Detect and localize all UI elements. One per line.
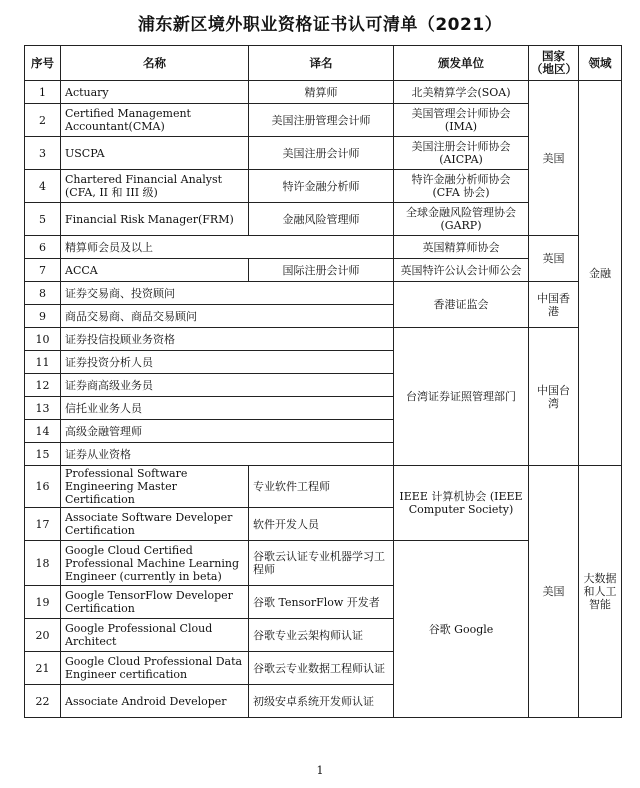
row-number: 4: [25, 170, 61, 203]
row-number: 11: [25, 351, 61, 374]
row-number: 9: [25, 305, 61, 328]
row-number: 17: [25, 508, 61, 541]
row-number: 5: [25, 203, 61, 236]
cert-name: Certified Management Accountant(CMA): [61, 104, 249, 137]
cert-name: 证券商高级业务员: [61, 374, 394, 397]
cert-name: Google Professional Cloud Architect: [61, 619, 249, 652]
cert-translation: 初级安卓系统开发师认证: [249, 685, 394, 718]
row-number: 21: [25, 652, 61, 685]
cert-translation: 特许金融分析师: [249, 170, 394, 203]
row-number: 2: [25, 104, 61, 137]
cert-name: Professional Software Engineering Master Certification: [61, 466, 249, 508]
cert-name: Chartered Financial Analyst (CFA, II 和 III 级): [61, 170, 249, 203]
table-row: [25, 81, 622, 104]
cert-issuer: 全球金融风险管理协会(GARP): [394, 203, 529, 236]
cert-name: 证券投资分析人员: [61, 351, 394, 374]
cert-name: Associate Android Developer: [61, 685, 249, 718]
country-cell: 英国: [529, 236, 579, 282]
cert-translation: 精算师: [249, 81, 394, 104]
cert-translation: 谷歌专业云架构师认证: [249, 619, 394, 652]
cert-translation: 金融风险管理师: [249, 203, 394, 236]
header-no: 序号: [25, 46, 61, 81]
cert-name: ACCA: [61, 259, 249, 282]
cert-issuer: 北美精算学会(SOA): [394, 81, 529, 104]
row-number: 13: [25, 397, 61, 420]
cert-translation: 谷歌 TensorFlow 开发者: [249, 586, 394, 619]
cert-name: 高级金融管理师: [61, 420, 394, 443]
row-number: 19: [25, 586, 61, 619]
row-number: 15: [25, 443, 61, 466]
cert-name: USCPA: [61, 137, 249, 170]
cert-name: 信托业业务人员: [61, 397, 394, 420]
cert-translation: 专业软件工程师: [249, 466, 394, 508]
cert-issuer: 特许金融分析师协会(CFA 协会): [394, 170, 529, 203]
certificate-table: [24, 45, 622, 718]
row-number: 10: [25, 328, 61, 351]
table-header-row: [25, 46, 622, 81]
row-number: 6: [25, 236, 61, 259]
cert-name: 证券交易商、投资顾问: [61, 282, 394, 305]
row-number: 3: [25, 137, 61, 170]
cert-name: 证券投信投顾业务资格: [61, 328, 394, 351]
country-cell: 美国: [529, 81, 579, 236]
cert-issuer: 美国注册会计师协会(AICPA): [394, 137, 529, 170]
field-cell: 金融: [579, 81, 622, 466]
cert-name: 商品交易商、商品交易顾问: [61, 305, 394, 328]
cert-translation: 美国注册会计师: [249, 137, 394, 170]
page-number: 1: [316, 764, 324, 777]
row-number: 16: [25, 466, 61, 508]
country-cell: 中国台湾: [529, 328, 579, 466]
document-title: 浦东新区境外职业资格证书认可清单（2021）: [137, 15, 503, 35]
row-number: 12: [25, 374, 61, 397]
row-number: 8: [25, 282, 61, 305]
header-country: 国家（地区）: [529, 46, 579, 81]
cert-name: Actuary: [61, 81, 249, 104]
header-translation: 译名: [249, 46, 394, 81]
cert-issuer: 谷歌 Google: [394, 541, 529, 718]
cert-name: Google TensorFlow Developer Certification: [61, 586, 249, 619]
cert-name: Google Cloud Professional Data Engineer certification: [61, 652, 249, 685]
cert-issuer: 英国特许公认会计师公会: [394, 259, 529, 282]
table-row: [25, 466, 622, 508]
cert-translation: 国际注册会计师: [249, 259, 394, 282]
cert-name: Associate Software Developer Certification: [61, 508, 249, 541]
cert-issuer: 香港证监会: [394, 282, 529, 328]
cert-name: 证券从业资格: [61, 443, 394, 466]
row-number: 1: [25, 81, 61, 104]
cert-name: 精算师会员及以上: [61, 236, 394, 259]
cert-issuer: 英国精算师协会: [394, 236, 529, 259]
cert-translation: 美国注册管理会计师: [249, 104, 394, 137]
cert-translation: 谷歌云认证专业机器学习工程师: [249, 541, 394, 586]
header-name: 名称: [61, 46, 249, 81]
table-row: [25, 236, 622, 259]
table-row: [25, 328, 622, 351]
cert-name: Google Cloud Certified Professional Machine Learning Engineer (currently in beta): [61, 541, 249, 586]
cert-translation: 软件开发人员: [249, 508, 394, 541]
header-field: 领域: [579, 46, 622, 81]
cert-issuer: 美国管理会计师协会(IMA): [394, 104, 529, 137]
cert-name: Financial Risk Manager(FRM): [61, 203, 249, 236]
row-number: 14: [25, 420, 61, 443]
row-number: 18: [25, 541, 61, 586]
cert-translation: 谷歌云专业数据工程师认证: [249, 652, 394, 685]
country-cell: 中国香港: [529, 282, 579, 328]
field-cell: 大数据和人工智能: [579, 466, 622, 718]
cert-issuer: IEEE 计算机协会 (IEEE Computer Society): [394, 466, 529, 541]
cert-issuer: 台湾证券证照管理部门: [394, 328, 529, 466]
row-number: 22: [25, 685, 61, 718]
table-row: [25, 282, 622, 305]
header-issuer: 颁发单位: [394, 46, 529, 81]
row-number: 7: [25, 259, 61, 282]
row-number: 20: [25, 619, 61, 652]
country-cell: 美国: [529, 466, 579, 718]
